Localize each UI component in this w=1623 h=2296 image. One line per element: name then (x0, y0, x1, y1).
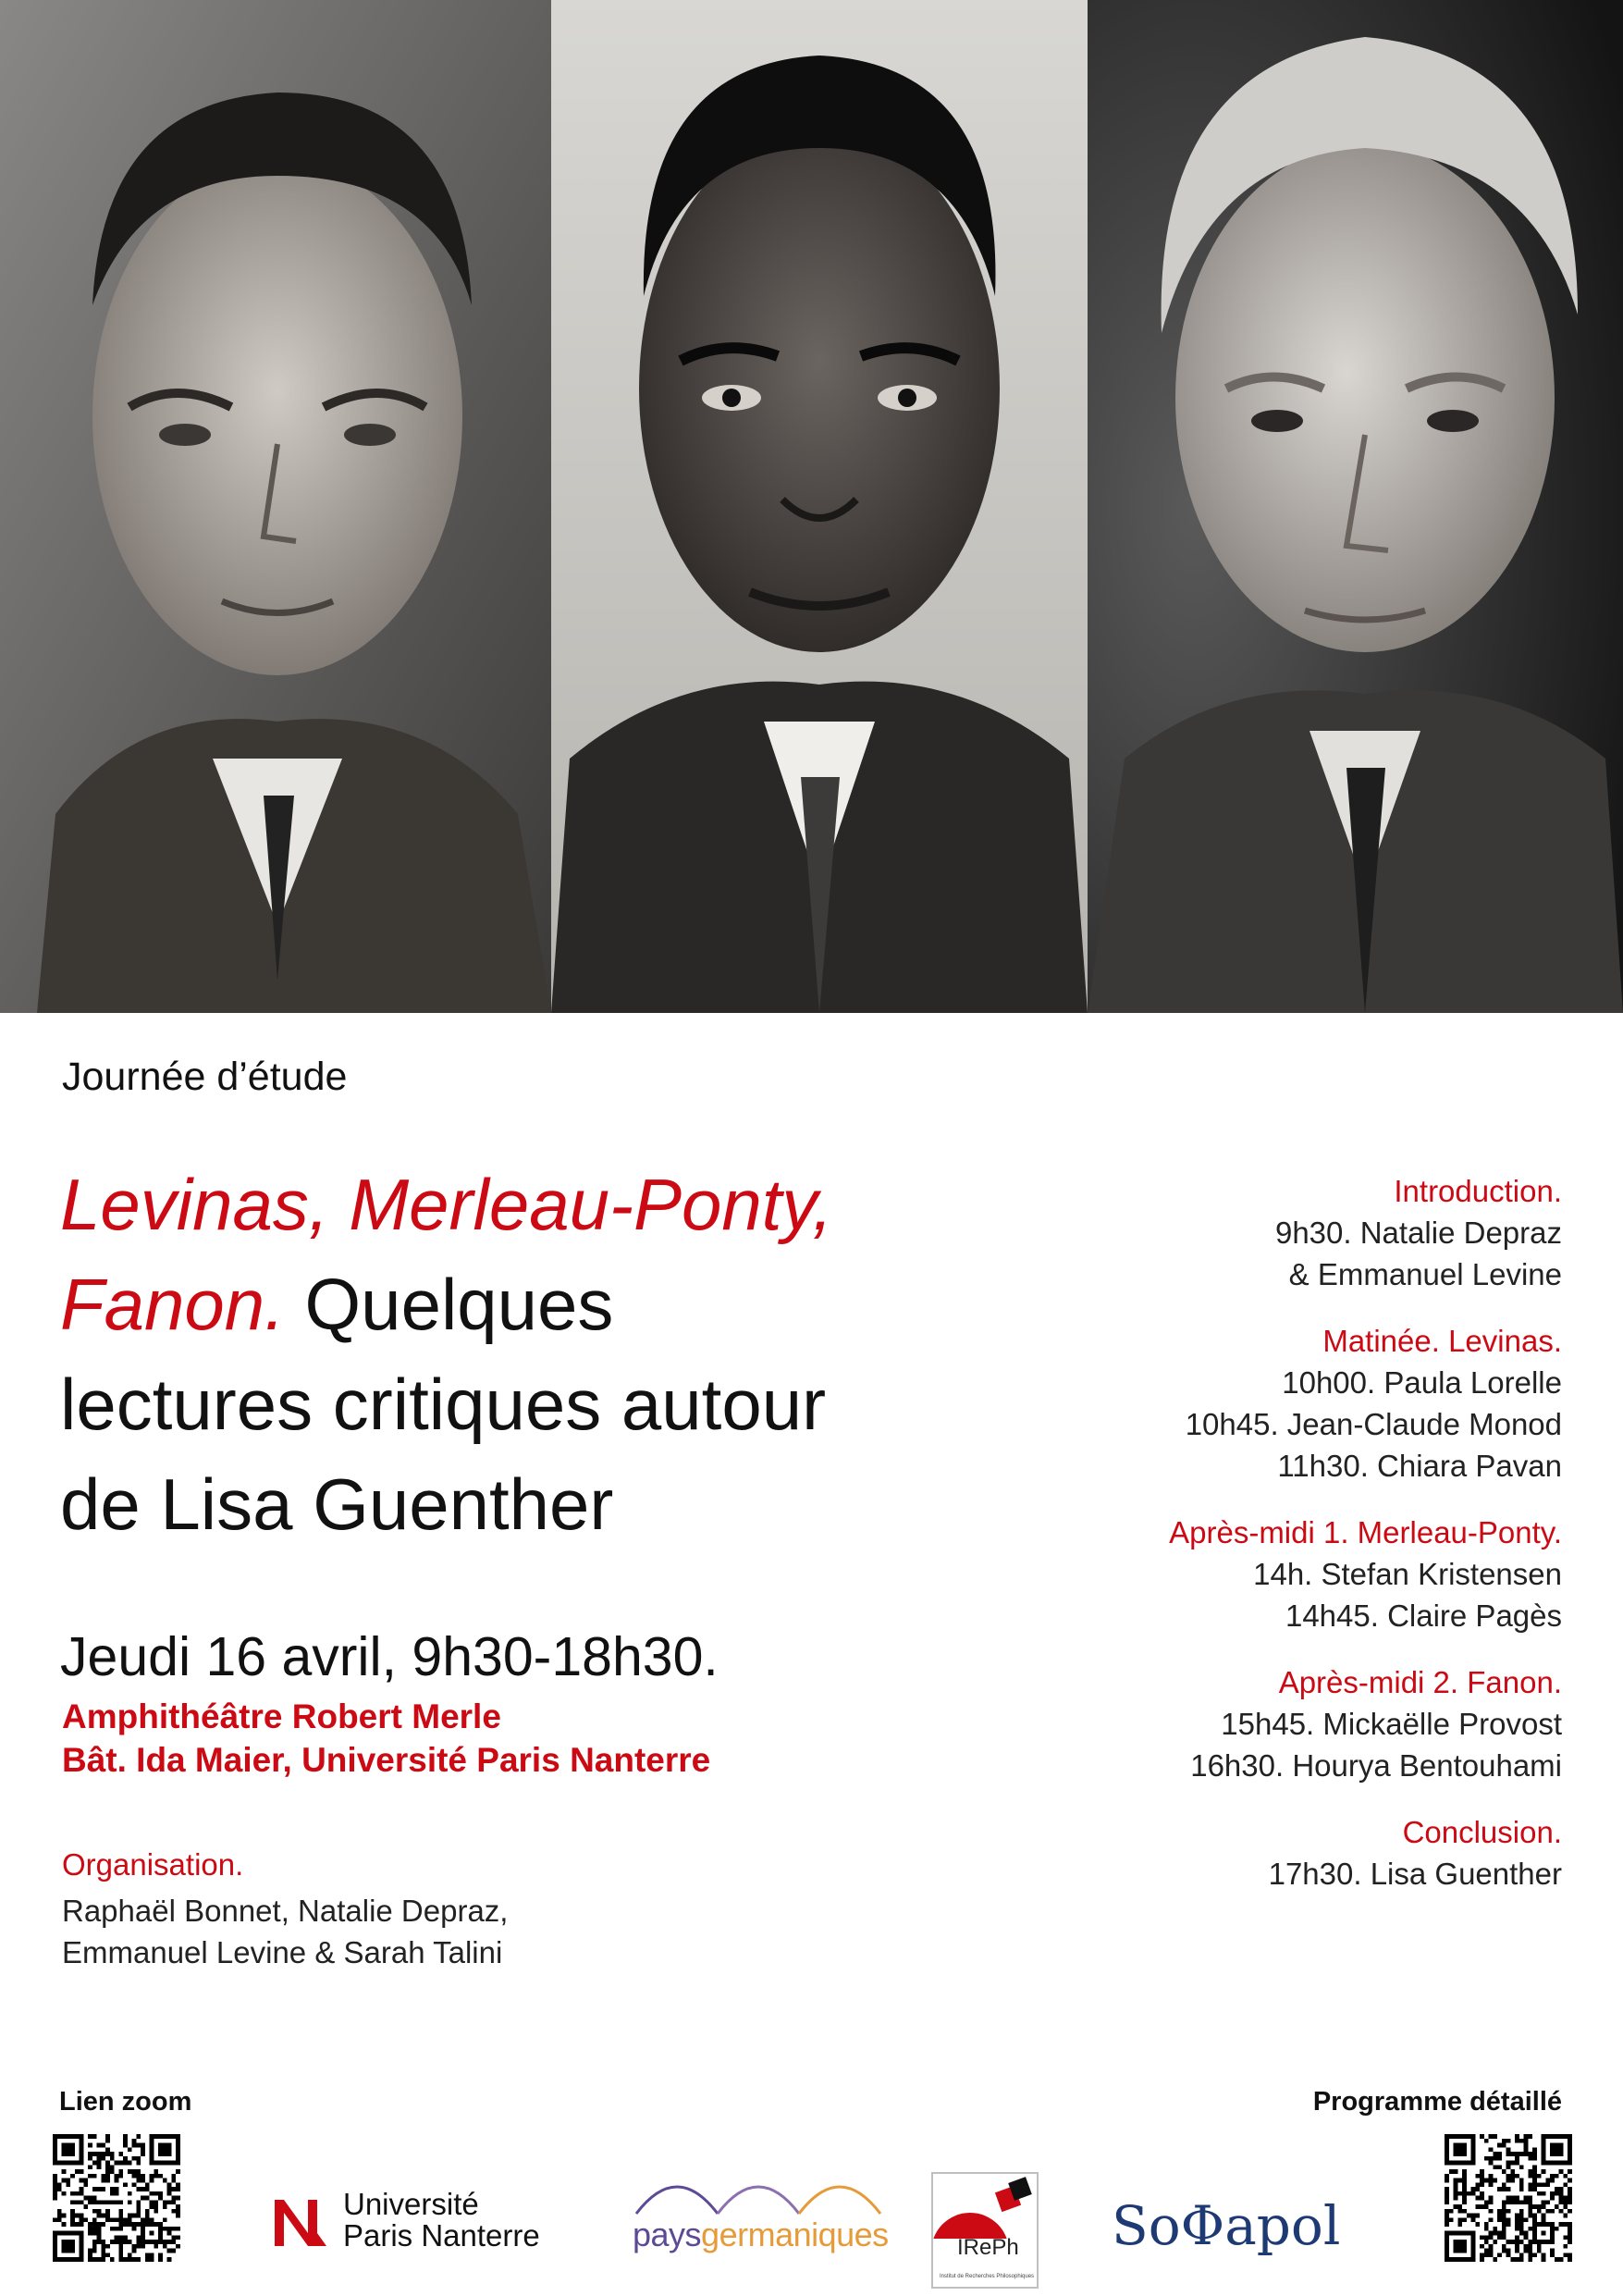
programme-item: 17h30. Lisa Guenther (1268, 1857, 1562, 1891)
venue-building: Bât. Ida Maier, Université Paris Nanterre (62, 1741, 711, 1779)
organisation-line: Raphaël Bonnet, Natalie Depraz, (62, 1894, 509, 1928)
ireph-subtitle: Institut de Recherches Philosophiques (939, 2274, 1035, 2279)
title-fanon: Fanon. (60, 1264, 285, 1345)
pays-germaniques-text (633, 2216, 889, 2254)
programme-heading: Matinée. Levinas. (1322, 1324, 1562, 1358)
programme (915, 1170, 1562, 1920)
organisation-names (62, 1890, 508, 1973)
universite-paris-nanterre-logo (271, 2187, 585, 2253)
programme-item: 10h45. Jean-Claude Monod (1185, 1407, 1562, 1441)
zoom-qr-code[interactable] (53, 2134, 180, 2262)
programme-item: 11h30. Chiara Pavan (1277, 1449, 1562, 1483)
ireph-text: IRePh (957, 2235, 1019, 2260)
pays-germaniques-arcs-icon (631, 2167, 884, 2216)
programme-item: 15h45. Mickaëlle Provost (1221, 1707, 1562, 1741)
nanterre-line-2: Paris Nanterre (343, 2218, 540, 2253)
nanterre-line-1: Université (343, 2187, 479, 2221)
portrait-band (0, 0, 1623, 1013)
programme-item: 14h45. Claire Pagès (1285, 1599, 1562, 1633)
event-date: Jeudi 16 avril, 9h30-18h30. (60, 1626, 719, 1687)
programme-item: & Emmanuel Levine (1288, 1257, 1562, 1291)
pays-germaniques-logo (631, 2167, 889, 2260)
event-venue (62, 1695, 710, 1782)
nanterre-mark-icon (271, 2192, 330, 2248)
portrait-left (0, 0, 551, 1013)
title-part-2: lectures critiques autour (60, 1364, 827, 1445)
organisation-line: Emmanuel Levine & Sarah Talini (62, 1935, 503, 1969)
programme-item: 10h00. Paula Lorelle (1282, 1365, 1562, 1400)
programme-item: 16h30. Hourya Bentouhami (1190, 1748, 1562, 1783)
portrait-right (1088, 0, 1623, 1013)
pays-text: pays (633, 2216, 702, 2253)
sophiapol-logo: SoΦapol (1112, 2194, 1341, 2257)
programme-heading: Après-midi 1. Merleau-Ponty. (1169, 1515, 1562, 1549)
detailed-programme-label: Programme détaillé (1312, 2087, 1562, 2117)
venue-room: Amphithéâtre Robert Merle (62, 1697, 501, 1735)
germaniques-text: germaniques (701, 2216, 889, 2253)
programme-afternoon-2 (915, 1661, 1562, 1786)
portrait-center (551, 0, 1088, 1013)
programme-qr-code[interactable] (1445, 2134, 1572, 2262)
title-part-1: Quelques (304, 1264, 614, 1345)
programme-heading: Introduction. (1394, 1174, 1562, 1208)
ireph-squares-icon (933, 2174, 1040, 2239)
programme-item: 9h30. Natalie Depraz (1274, 1216, 1562, 1250)
zoom-link-label: Lien zoom (59, 2087, 192, 2117)
title-part-3: de Lisa Guenther (60, 1463, 614, 1545)
event-kicker: Journée d’étude (62, 1055, 348, 1099)
organisation-heading: Organisation. (62, 1847, 244, 1882)
programme-conclusion (915, 1811, 1562, 1895)
ireph-logo (931, 2172, 1039, 2289)
programme-afternoon-1 (915, 1512, 1562, 1636)
programme-heading: Après-midi 2. Fanon. (1278, 1665, 1562, 1699)
programme-morning (915, 1320, 1562, 1487)
programme-introduction (915, 1170, 1562, 1295)
programme-heading: Conclusion. (1402, 1815, 1562, 1849)
programme-item: 14h. Stefan Kristensen (1253, 1557, 1562, 1591)
title-authors: Levinas, Merleau-Ponty, (60, 1164, 833, 1245)
